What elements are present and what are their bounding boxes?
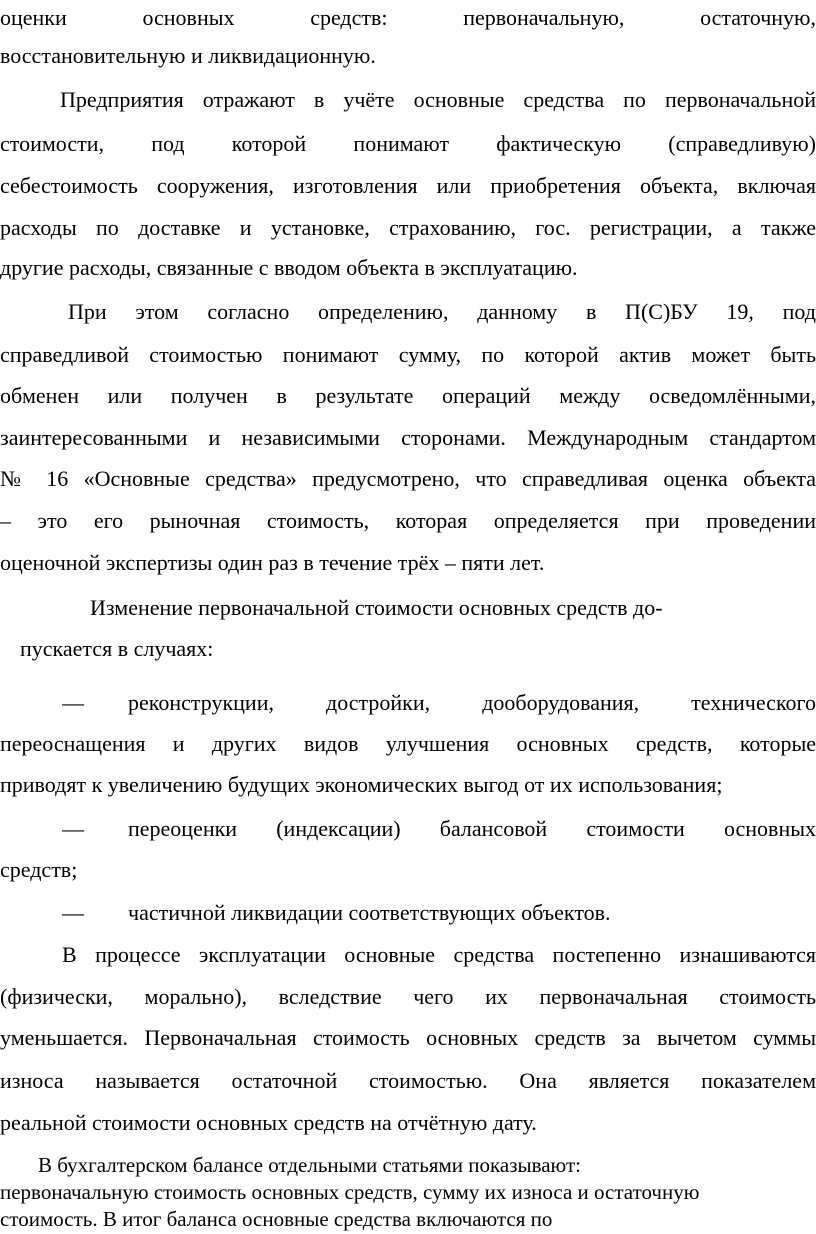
list-dash: — bbox=[62, 900, 84, 925]
text-line: обменен или получен в результате операций между осведомлёнными, bbox=[0, 383, 816, 408]
text-line: (физически, морально), вследствие чего их первоначальная стоимость bbox=[0, 984, 816, 1009]
text-line: другие расходы, связанные с вводом объекта в эксплуатацию. bbox=[0, 255, 578, 280]
text-line: оценки основных средств: первоначальную, остаточную, bbox=[0, 5, 816, 30]
text-line: № 16 «Основные средства» предусмотрено, что справедливая оценка объекта bbox=[0, 466, 816, 491]
text-line: В бухгалтерском балансе отдельными статьями показывают: bbox=[38, 1153, 581, 1177]
list-item-text: частичной ликвидации соответствующих объектов. bbox=[128, 900, 611, 925]
text-line: При этом согласно определению, данному в П(С)БУ 19, под bbox=[68, 299, 816, 324]
text-line: Изменение первоначальной стоимости основных средств до- bbox=[90, 595, 663, 620]
text-line: справедливой стоимостью понимают сумму, по которой актив может быть bbox=[0, 342, 816, 367]
list-item-text: переоценки (индексации) балансовой стоимости основных bbox=[128, 816, 816, 841]
text-line: первоначальную стоимость основных средств, сумму их износа и остаточную bbox=[0, 1180, 700, 1204]
text-line: восстановительную и ликвидационную. bbox=[0, 43, 376, 68]
text-line: пускается в случаях: bbox=[20, 636, 214, 661]
text-line: износа называется остаточной стоимостью. Она является показателем bbox=[0, 1068, 816, 1093]
text-line: реальной стоимости основных средств на отчётную дату. bbox=[0, 1110, 537, 1135]
text-line: расходы по доставке и установке, страхованию, гос. регистрации, а также bbox=[0, 215, 816, 240]
text-line: – это его рыночная стоимость, которая определяется при проведении bbox=[0, 508, 816, 533]
text-line: В процессе эксплуатации основные средства постепенно изнашиваются bbox=[62, 942, 816, 967]
list-dash: — bbox=[62, 816, 84, 841]
text-line: стоимости, под которой понимают фактическую (справедливую) bbox=[0, 131, 816, 156]
list-dash: — bbox=[62, 690, 84, 715]
text-line: переоснащения и других видов улучшения основных средств, которые bbox=[0, 731, 816, 756]
text-line: средств; bbox=[0, 857, 78, 882]
text-line: Предприятия отражают в учёте основные средства по первоначальной bbox=[60, 87, 816, 112]
text-line: уменьшается. Первоначальная стоимость основных средств за вычетом суммы bbox=[0, 1025, 816, 1050]
text-line: оценочной экспертизы один раз в течение трёх – пяти лет. bbox=[0, 550, 545, 575]
text-line: заинтересованными и независимыми сторонами. Международным стандартом bbox=[0, 425, 816, 450]
list-item-text: реконструкции, достройки, дооборудования, технического bbox=[128, 690, 816, 715]
text-line: приводят к увеличению будущих экономических выгод от их использования; bbox=[0, 772, 723, 797]
text-line: себестоимость сооружения, изготовления или приобретения объекта, включая bbox=[0, 173, 816, 198]
text-line: стоимость. В итог баланса основные средства включаются по bbox=[0, 1207, 553, 1231]
